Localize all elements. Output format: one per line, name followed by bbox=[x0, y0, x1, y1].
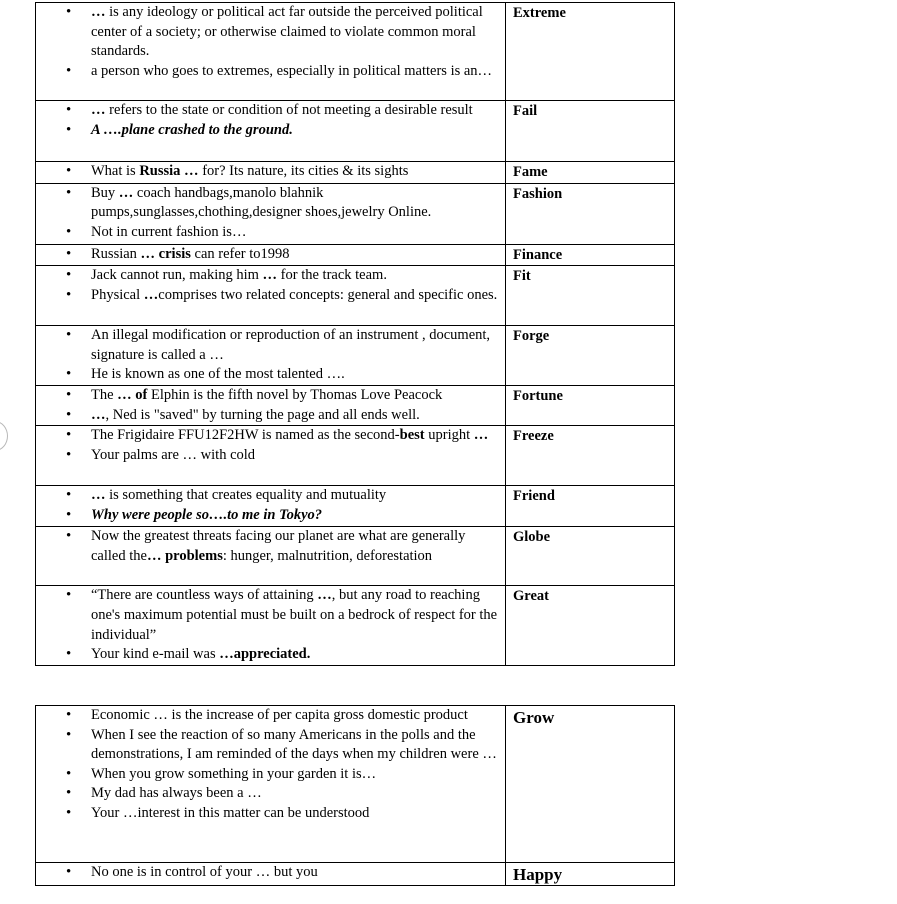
clues-cell bbox=[36, 244, 506, 266]
clue-item bbox=[36, 586, 505, 645]
answer-word: Grow bbox=[506, 706, 675, 863]
clue-item bbox=[36, 101, 505, 121]
answer-word: Happy bbox=[506, 863, 675, 886]
clue-list bbox=[36, 266, 505, 305]
clue-text-segment: My dad has always been a … bbox=[91, 785, 262, 802]
clue-item bbox=[36, 406, 505, 426]
vocabulary-table-1 bbox=[35, 2, 675, 666]
answer-word: Fashion bbox=[506, 183, 675, 244]
clue-list bbox=[36, 486, 505, 525]
clue-item bbox=[36, 3, 505, 62]
answer-word: Extreme bbox=[506, 3, 675, 101]
clue-item bbox=[36, 706, 505, 726]
clue-item bbox=[36, 223, 505, 243]
clue-text-segment: “There are countless ways of attaining bbox=[91, 587, 318, 604]
clue-list bbox=[36, 706, 505, 824]
word-row bbox=[36, 863, 675, 886]
clue-text-segment: A ….plane crashed to the ground. bbox=[91, 121, 293, 138]
clue-item bbox=[36, 286, 505, 306]
clue-item bbox=[36, 506, 505, 526]
clue-text-segment: …appreciated. bbox=[219, 646, 311, 663]
clues-cell bbox=[36, 486, 506, 527]
clue-text-segment: Not in current fashion is… bbox=[91, 223, 247, 240]
clue-item bbox=[36, 266, 505, 286]
clue-item bbox=[36, 726, 505, 765]
word-row bbox=[36, 183, 675, 244]
clue-text-segment: What is bbox=[91, 163, 140, 179]
clue-text-segment: best bbox=[399, 427, 425, 444]
clue-text-segment: refers to the state or condition of not meeting a desirable result bbox=[109, 102, 473, 118]
clue-list bbox=[36, 326, 505, 385]
clue-text-segment: When you grow something in your garden it is… bbox=[91, 765, 377, 782]
clue-item bbox=[36, 765, 505, 785]
vocabulary-table-2-body bbox=[36, 706, 675, 886]
clue-text-segment: , Ned is "saved" by turning the page and all ends well. bbox=[105, 406, 420, 423]
clue-text-segment: He is known as one of the most talented …. bbox=[91, 366, 345, 383]
clue-item bbox=[36, 62, 505, 82]
clue-list bbox=[36, 101, 505, 140]
clue-text-segment: Russian bbox=[91, 245, 141, 262]
clue-item bbox=[36, 121, 505, 141]
clue-list bbox=[36, 863, 505, 883]
clues-cell bbox=[36, 426, 506, 486]
clue-text-segment: No one is in control of your … but you bbox=[91, 864, 318, 880]
clue-text-segment: Russia … bbox=[139, 163, 203, 179]
clue-text-segment: Your palms are … with cold bbox=[91, 446, 256, 463]
answer-word: Globe bbox=[506, 527, 675, 586]
clues-cell bbox=[36, 326, 506, 386]
clue-list bbox=[36, 426, 505, 465]
clue-text-segment: Jack cannot run, making him bbox=[91, 267, 263, 284]
clue-text-segment: Economic … is the increase of per capita gross domestic product bbox=[91, 707, 468, 723]
clue-text-segment: The Frigidaire FFU12F2HW is named as the second- bbox=[91, 427, 400, 444]
answer-word: Forge bbox=[506, 326, 675, 386]
clues-cell bbox=[36, 3, 506, 101]
word-row bbox=[36, 706, 675, 863]
clue-item bbox=[36, 245, 505, 265]
clue-text-segment: Your kind e-mail was bbox=[91, 646, 220, 663]
clue-text-segment: An illegal modification or reproduction of an instrument , document, signature is called a … bbox=[91, 327, 491, 363]
clue-text-segment: … bbox=[143, 286, 159, 303]
clue-text-segment: The bbox=[91, 387, 118, 404]
clue-item bbox=[36, 365, 505, 385]
word-row bbox=[36, 162, 675, 184]
clue-text-segment: … problems bbox=[146, 547, 223, 564]
clue-text-segment: … bbox=[118, 184, 137, 201]
clue-item bbox=[36, 486, 505, 506]
clues-cell bbox=[36, 586, 506, 665]
clue-text-segment: coach handbags,manolo blahnik pumps,sunglasses,chothing,designer shoes,jewelry Online. bbox=[91, 184, 432, 221]
clue-text-segment: Buy bbox=[91, 184, 119, 201]
clue-text-segment: Now the greatest threats facing our planet are what are generally called the bbox=[91, 528, 466, 564]
clue-item bbox=[36, 645, 505, 665]
clues-cell bbox=[36, 266, 506, 326]
vocabulary-table-1-body bbox=[36, 3, 675, 666]
clue-text-segment: is something that creates equality and mutuality bbox=[109, 487, 387, 504]
clue-text-segment: upright bbox=[424, 427, 474, 444]
word-row bbox=[36, 486, 675, 527]
clue-text-segment: … of bbox=[117, 387, 148, 404]
clues-cell bbox=[36, 706, 506, 863]
clue-item bbox=[36, 527, 505, 566]
clue-text-segment: … crisis bbox=[140, 245, 191, 262]
word-row bbox=[36, 426, 675, 486]
clue-text-segment: … bbox=[262, 267, 278, 284]
clue-item bbox=[36, 184, 505, 223]
clue-text-segment: … bbox=[317, 587, 332, 604]
answer-word: Fit bbox=[506, 266, 675, 326]
answer-word: Fame bbox=[506, 162, 675, 184]
clue-text-segment: Your …interest in this matter can be understood bbox=[91, 804, 370, 821]
clue-text-segment: … bbox=[91, 4, 110, 20]
clue-list bbox=[36, 527, 505, 566]
clue-text-segment: is any ideology or political act far outside the perceived political center of a society; or otherwise claimed to violate common moral standards. bbox=[91, 4, 483, 60]
clue-item bbox=[36, 326, 505, 365]
word-row bbox=[36, 386, 675, 426]
clue-text-segment: comprises two related concepts: general and specific ones. bbox=[158, 286, 498, 303]
clue-text-segment: … bbox=[91, 487, 110, 504]
word-row bbox=[36, 101, 675, 162]
clue-text-segment: … bbox=[91, 406, 106, 423]
clue-text-segment: … bbox=[473, 427, 489, 444]
page-edge-circle bbox=[0, 421, 8, 451]
clue-list bbox=[36, 586, 505, 664]
clue-text-segment: a person who goes to extremes, especially in political matters is an… bbox=[91, 62, 493, 79]
clue-item bbox=[36, 446, 505, 466]
clues-cell bbox=[36, 863, 506, 886]
clue-list bbox=[36, 184, 505, 243]
clues-cell bbox=[36, 183, 506, 244]
clue-list bbox=[36, 162, 505, 182]
answer-word: Fortune bbox=[506, 386, 675, 426]
clues-cell bbox=[36, 101, 506, 162]
clues-cell bbox=[36, 527, 506, 586]
clue-text-segment: : hunger, malnutrition, deforestation bbox=[222, 547, 433, 564]
answer-word: Fail bbox=[506, 101, 675, 162]
clue-item bbox=[36, 426, 505, 446]
answer-word: Finance bbox=[506, 244, 675, 266]
word-row bbox=[36, 266, 675, 326]
clue-list bbox=[36, 3, 505, 81]
clue-list bbox=[36, 386, 505, 425]
clues-cell bbox=[36, 162, 506, 184]
answer-word: Great bbox=[506, 586, 675, 665]
clue-item bbox=[36, 162, 505, 182]
clue-text-segment: for? Its nature, its cities & its sights bbox=[202, 163, 409, 179]
clue-list bbox=[36, 245, 505, 265]
clue-item bbox=[36, 804, 505, 824]
vocabulary-table-2 bbox=[35, 705, 675, 886]
clue-text-segment: , but any road to reaching one's maximum potential must be built on a bedrock of respect for the individual” bbox=[91, 587, 498, 643]
clue-item bbox=[36, 386, 505, 406]
word-row bbox=[36, 586, 675, 665]
word-row bbox=[36, 244, 675, 266]
clue-item bbox=[36, 863, 505, 883]
clue-item bbox=[36, 784, 505, 804]
clue-text-segment: can refer to1998 bbox=[190, 245, 290, 262]
clue-text-segment: for the track team. bbox=[277, 267, 387, 284]
word-row bbox=[36, 326, 675, 386]
clue-text-segment: Elphin is the fifth novel by Thomas Love Peacock bbox=[147, 387, 443, 404]
word-row bbox=[36, 3, 675, 101]
clues-cell bbox=[36, 386, 506, 426]
clue-text-segment: Physical bbox=[91, 286, 144, 303]
word-row bbox=[36, 527, 675, 586]
answer-word: Friend bbox=[506, 486, 675, 527]
clue-text-segment: Why were people so….to me in Tokyo? bbox=[91, 506, 323, 523]
answer-word: Freeze bbox=[506, 426, 675, 486]
clue-text-segment: When I see the reaction of so many Americans in the polls and the demonstrations, I am reminded of the days when my children were … bbox=[91, 726, 497, 763]
clue-text-segment: … bbox=[91, 102, 110, 118]
